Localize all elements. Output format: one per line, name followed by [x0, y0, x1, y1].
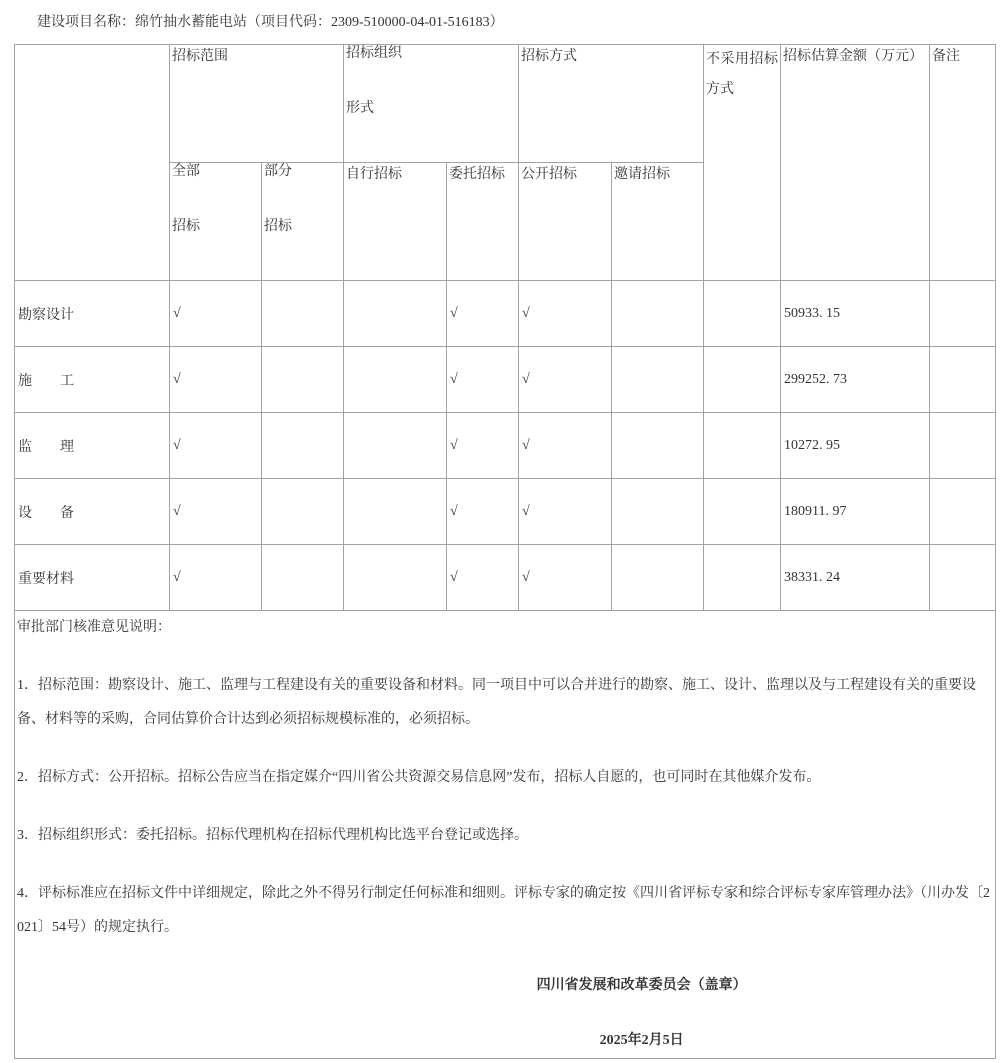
cell-partial-bid [262, 413, 344, 479]
approval-heading: 审批部门核准意见说明： [17, 620, 171, 635]
cell-open-bid-check: √ [519, 413, 612, 479]
cell-no-bid [704, 479, 781, 545]
header-remark: 备注 [930, 45, 996, 281]
cell-delegated-bid-check: √ [447, 413, 519, 479]
subheader-full-bid [170, 163, 262, 281]
cell-self-bid [344, 347, 447, 413]
subheader-full-bid-line2: 招标 [172, 219, 200, 234]
header-method: 招标方式 [519, 45, 704, 163]
cell-open-bid-check: √ [519, 347, 612, 413]
cell-invited-bid [612, 413, 704, 479]
cell-invited-bid [612, 545, 704, 611]
bid-approval-table [14, 44, 996, 1059]
cell-no-bid [704, 347, 781, 413]
subheader-full-bid-line1: 全部 [172, 164, 200, 179]
approval-paragraph-1: 1．招标范围：勘察设计、施工、监理与工程建设有关的重要设备和材料。同一项目中可以合并进行的勘察、施工、设计、监理以及与工程建设有关的重要设备、材料等的采购，合同估算价合计达到必须招标规模标准的，必须招标。 [17, 678, 976, 727]
cell-remark [930, 545, 996, 611]
cell-open-bid-check: √ [519, 545, 612, 611]
cell-full-bid-check: √ [170, 479, 262, 545]
cell-amount: 299252. 73 [781, 347, 930, 413]
subheader-invited-bid: 邀请招标 [612, 163, 704, 281]
subheader-partial-bid-line1: 部分 [264, 164, 292, 179]
header-organization [344, 45, 519, 163]
header-no-bid-method: 不采用招标方式 [704, 45, 781, 281]
cell-no-bid [704, 413, 781, 479]
cell-full-bid-check: √ [170, 413, 262, 479]
row-label: 勘察设计 [15, 281, 170, 347]
header-organization-line2: 形式 [346, 101, 374, 116]
cell-invited-bid [612, 347, 704, 413]
cell-remark [930, 347, 996, 413]
cell-remark [930, 413, 996, 479]
cell-delegated-bid-check: √ [447, 347, 519, 413]
subheader-partial-bid-line2: 招标 [264, 219, 292, 234]
table-row-key-materials [15, 545, 996, 611]
cell-amount: 180911. 97 [781, 479, 930, 545]
page-title: 建设项目名称：绵竹抽水蓄能电站（项目代码：2309-510000-04-01-516183） [37, 15, 504, 30]
cell-self-bid [344, 413, 447, 479]
cell-open-bid-check: √ [519, 479, 612, 545]
approval-row [15, 611, 996, 1059]
approval-paragraph-3: 3．招标组织形式：委托招标。招标代理机构在招标代理机构比选平台登记或选择。 [17, 828, 528, 843]
table-row-supervision [15, 413, 996, 479]
row-label: 重要材料 [15, 545, 170, 611]
row-label: 设 备 [15, 479, 170, 545]
subheader-delegated-bid: 委托招标 [447, 163, 519, 281]
row-label: 施 工 [15, 347, 170, 413]
cell-amount: 50933. 15 [781, 281, 930, 347]
cell-partial-bid [262, 347, 344, 413]
cell-delegated-bid-check: √ [447, 479, 519, 545]
cell-self-bid [344, 545, 447, 611]
subheader-self-bid: 自行招标 [344, 163, 447, 281]
header-amount: 招标估算金额（万元） [781, 45, 930, 281]
cell-partial-bid [262, 281, 344, 347]
approval-date: 2025年2月5日 [599, 1033, 684, 1048]
corner-cell [15, 45, 170, 281]
cell-partial-bid [262, 545, 344, 611]
agency-signature: 四川省发展和改革委员会（盖章） [536, 978, 747, 993]
approval-paragraph-4: 4．评标标准应在招标文件中详细规定，除此之外不得另行制定任何标准和细则。评标专家的确定按《四川省评标专家和综合评标专家库管理办法》（川办发〔2021〕54号）的规定执行。 [17, 886, 990, 935]
signature-block [17, 969, 993, 1058]
cell-amount: 10272. 95 [781, 413, 930, 479]
cell-invited-bid [612, 281, 704, 347]
approval-section [15, 611, 996, 1059]
cell-self-bid [344, 281, 447, 347]
cell-full-bid-check: √ [170, 545, 262, 611]
header-organization-line1: 招标组织 [346, 46, 402, 61]
cell-open-bid-check: √ [519, 281, 612, 347]
subheader-open-bid: 公开招标 [519, 163, 612, 281]
cell-partial-bid [262, 479, 344, 545]
table-row-construction [15, 347, 996, 413]
approval-paragraph-2: 2．招标方式：公开招标。招标公告应当在指定媒介“四川省公共资源交易信息网”发布，招标人自愿的，也可同时在其他媒介发布。 [17, 770, 821, 785]
cell-remark [930, 479, 996, 545]
header-scope: 招标范围 [170, 45, 344, 163]
cell-self-bid [344, 479, 447, 545]
table-row-survey-design [15, 281, 996, 347]
cell-full-bid-check: √ [170, 347, 262, 413]
cell-remark [930, 281, 996, 347]
cell-full-bid-check: √ [170, 281, 262, 347]
cell-amount: 38331. 24 [781, 545, 930, 611]
table-row-equipment [15, 479, 996, 545]
subheader-partial-bid [262, 163, 344, 281]
cell-delegated-bid-check: √ [447, 545, 519, 611]
cell-no-bid [704, 545, 781, 611]
cell-invited-bid [612, 479, 704, 545]
cell-delegated-bid-check: √ [447, 281, 519, 347]
cell-no-bid [704, 281, 781, 347]
row-label: 监 理 [15, 413, 170, 479]
header-row-groups [15, 45, 996, 163]
